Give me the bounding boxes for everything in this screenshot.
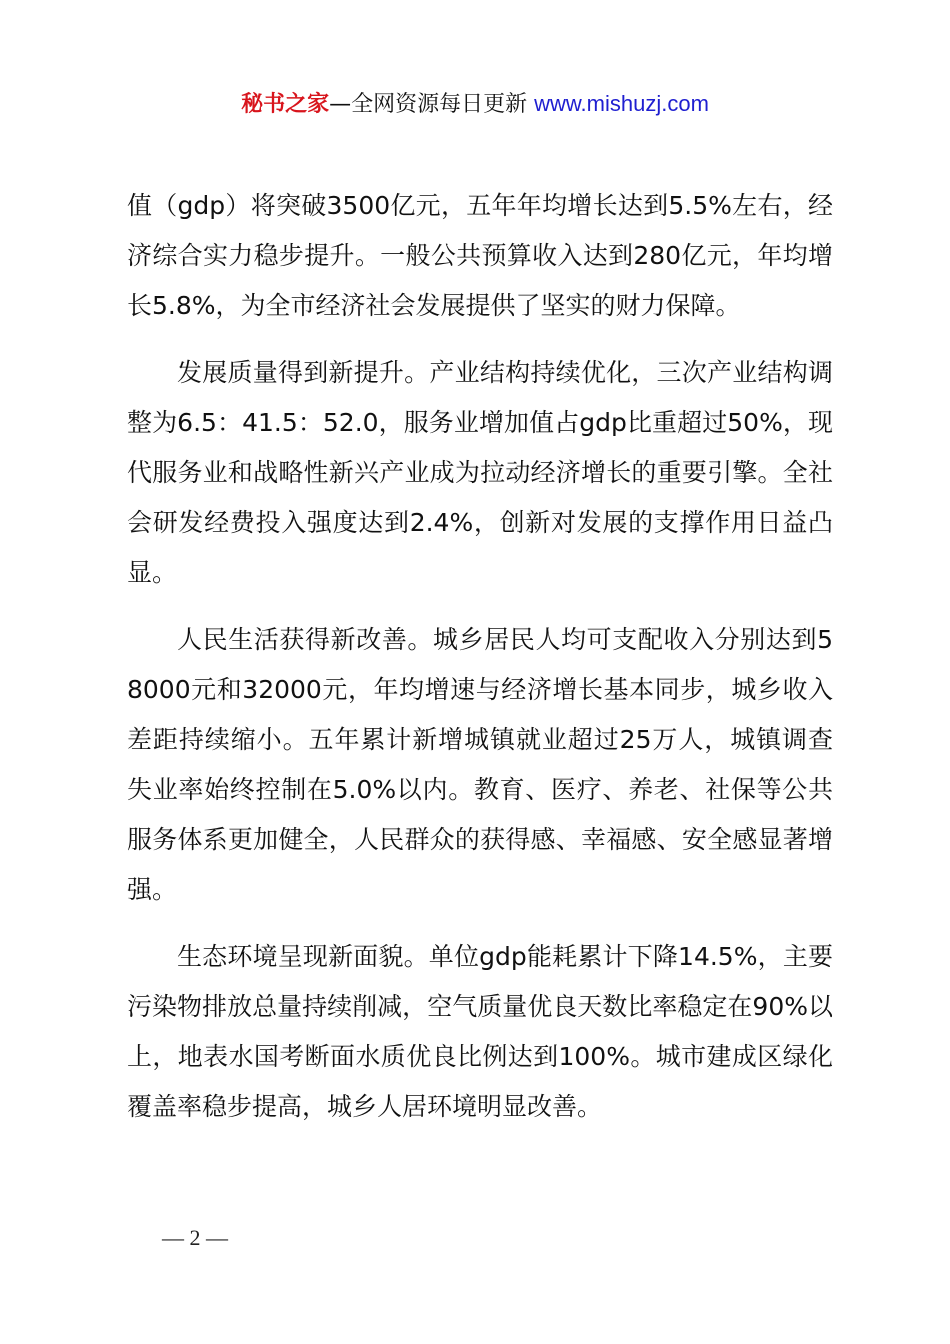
paragraph-continuation: 值（gdp）将突破3500亿元，五年年均增长达到5.5%左右，经济综合实力稳步提升。一般公共预算收入达到280亿元，年均增长5.8%，为全市经济社会发展提供了坚实的财力保障。 bbox=[127, 191, 833, 320]
header-tagline: —全网资源每日更新 bbox=[329, 92, 535, 117]
paragraph-people-livelihood: 人民生活获得新改善。城乡居民人均可支配收入分别达到58000元和32000元，年均增速与经济增长基本同步，城乡收入差距持续缩小。五年累计新增城镇就业超过25万人，城镇调查失业率始终控制在5.0%以内。教育、医疗、养老、社保等公共服务体系更加健全，人民群众的获得感、幸福感、安全感显著增强。 bbox=[127, 625, 833, 904]
header-brand: 秘书之家 bbox=[241, 92, 330, 117]
paragraph-development-quality: 发展质量得到新提升。产业结构持续优化，三次产业结构调整为6.5：41.5：52.0，服务业增加值占gdp比重超过50%，现代服务业和战略性新兴产业成为拉动经济增长的重要引擎。全社会研发经费投入强度达到2.4%，创新对发展的支撑作用日益凸显。 bbox=[127, 358, 833, 587]
header-url-link[interactable]: www.mishuzj.com bbox=[534, 91, 709, 116]
paragraph-ecological-environment: 生态环境呈现新面貌。单位gdp能耗累计下降14.5%，主要污染物排放总量持续削减，空气质量优良天数比率稳定在90%以上，地表水国考断面水质优良比例达到100%。城市建成区绿化覆盖率稳步提高，城乡人居环境明显改善。 bbox=[127, 942, 833, 1121]
page-header bbox=[0, 86, 950, 123]
document-body bbox=[127, 181, 833, 1149]
page-number: — 2 — bbox=[162, 1225, 228, 1250]
